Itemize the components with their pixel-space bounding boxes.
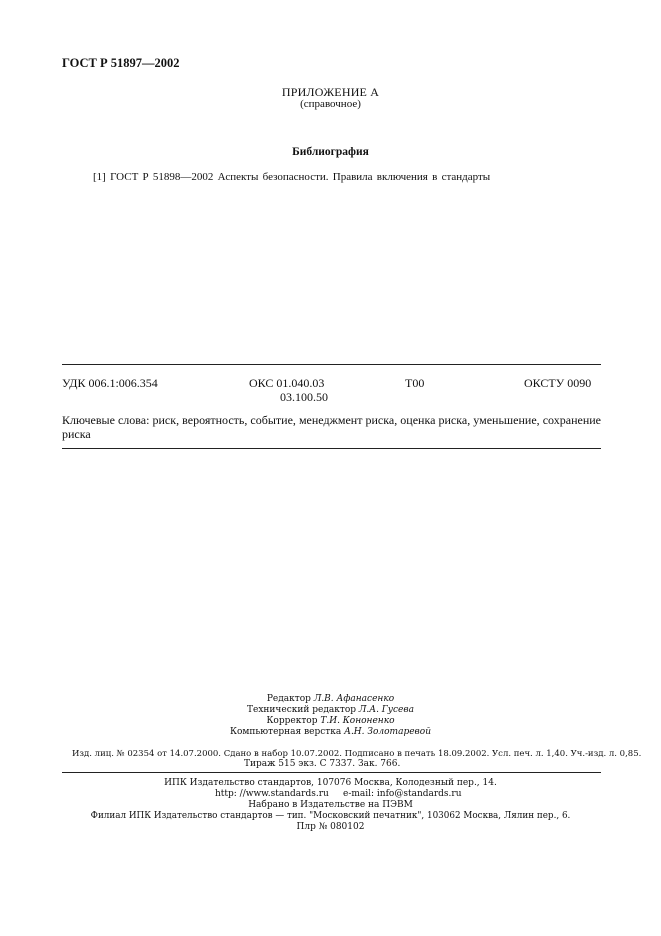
credit-role: Компьютерная верстка <box>229 727 342 737</box>
credit-role: Редактор <box>266 694 311 704</box>
credit-name: Л.А. Гусева <box>358 705 414 715</box>
oks-code: ОКС 01.040.03 <box>249 376 325 390</box>
credit-corrector <box>0 716 661 726</box>
bibliography-title: Библиография <box>292 146 369 158</box>
credit-name: Л.В. Афанасенко <box>313 694 395 704</box>
imprint-typeset: Набрано в Издательстве на ПЭВМ <box>248 800 413 810</box>
imprint-print-run: Тираж 515 экз. С 7337. Зак. 766. <box>244 759 401 769</box>
credit-layout <box>0 727 661 737</box>
keywords: Ключевые слова: риск, вероятность, событие, менеджмент риска, оценка риска, уменьшение, сохранение риска <box>62 413 601 441</box>
credit-name: Т.И. Кононенко <box>320 716 395 726</box>
imprint-plr: Плр № 080102 <box>296 822 365 832</box>
divider-middle <box>62 448 601 449</box>
credit-role: Корректор <box>266 716 318 726</box>
oks-code-secondary: 03.100.50 <box>280 390 328 404</box>
appendix-title: ПРИЛОЖЕНИЕ А <box>281 85 380 99</box>
bibliography-entry: [1] ГОСТ Р 51898—2002 Аспекты безопасности. Правила включения в стандарты <box>93 171 491 183</box>
credit-name: А.Н. Золотаревой <box>344 727 431 737</box>
credit-tech-editor <box>0 705 661 715</box>
t-code: Т00 <box>405 376 425 390</box>
credit-editor <box>0 694 661 704</box>
divider-bottom <box>62 772 601 773</box>
appendix-subtitle: (справочное) <box>300 98 361 110</box>
imprint-license: Изд. лиц. № 02354 от 14.07.2000. Сдано в набор 10.07.2002. Подписано в печать 18.09.2002. Усл. печ. л. 1,40. Уч.-изд. л. 0,85. <box>72 749 642 759</box>
divider-top <box>62 364 601 365</box>
credit-role: Технический редактор <box>247 705 357 715</box>
imprint-publisher: ИПК Издательство стандартов, 107076 Москва, Колодезный пер., 14. <box>164 778 497 788</box>
okstu-code: ОКСТУ 0090 <box>524 376 592 390</box>
imprint-web: http: //www.standards.ru <box>215 789 329 799</box>
imprint-email: e-mail: info@standards.ru <box>343 789 462 799</box>
imprint-branch: Филиал ИПК Издательство стандартов — тип. "Московский печатник", 103062 Москва, Лялин пер., 6. <box>90 811 571 821</box>
udk-code: УДК 006.1:006.354 <box>62 376 158 390</box>
document-code: ГОСТ Р 51897—2002 <box>62 56 180 70</box>
